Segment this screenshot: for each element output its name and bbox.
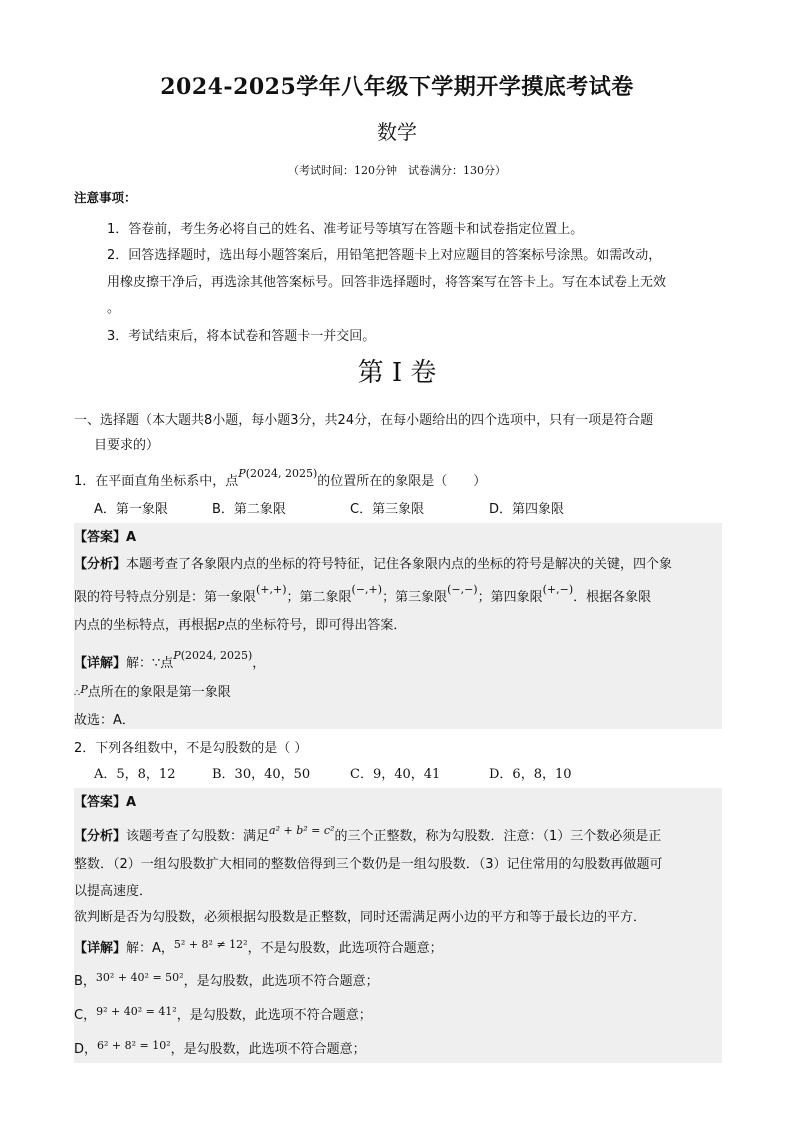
q2-detail-c: C，$^{9^2 + 40^2 = 41^2}$，是勾股数，此选项不符合题意； (74, 1005, 372, 1023)
notice-title: 注意事项： (74, 190, 137, 205)
point-label: P (238, 467, 246, 480)
q2-detail-d: D，$^{6^2 + 8^2 = 10^2}$，是勾股数，此选项不符合题意； (74, 1039, 366, 1057)
section-title: 一、选择题（本大题共8小题，每小题3分，共24分，在每小题给出的四个选项中，只有一项是符合题 (74, 413, 654, 428)
q2-detail-b: B，$^{30^2 + 40^2 = 50^2}$，是勾股数，此选项不符合题意； (74, 971, 379, 989)
question-1-options (94, 498, 654, 516)
q2-detail-a: 【详解】解：A，$^{5^2 + 8^2 \ne 12^2}$，不是勾股数，此选项符合题意； (74, 938, 443, 956)
q2-analysis-line-4: 欲判断是否为勾股数，必须根据勾股数是正整数，同时还需满足两小边的平方和等于最长边的平方． (74, 910, 647, 925)
pythagorean-equation: a² + b² = c² (269, 824, 335, 837)
q1-analysis-line-1: 【分析】本题考查了各象限内点的坐标的符号特征，记住各象限内点的坐标的符号是解决的关键，四个象 (74, 557, 673, 572)
q2-analysis-line-2: 整数．（2）一组勾股数扩大相同的整数倍得到三个数仍是一组勾股数．（3）记住常用的勾股数再做题可 (74, 857, 663, 872)
volume-heading: 第 I 卷 (357, 358, 437, 388)
q1-detail-line-3: 故选：A． (74, 713, 135, 728)
q2-option-c[interactable]: C．9，40，41 (350, 767, 441, 782)
q1-detail-line-2: ∴$^P$点所在的象限是第一象限 (74, 683, 231, 700)
notice-item-1: 1．答卷前，考生务必将自己的姓名、准考证号等填写在答题卡和试卷指定位置上。 (107, 222, 584, 237)
point-coords: (2024, 2025) (245, 467, 318, 480)
notice-item-3: 3．考试结束后，将本试卷和答题卡一并交回。 (107, 329, 376, 344)
q2-answer: 【答案】A (74, 795, 137, 810)
q1-analysis-line-2: 限的符号特点分别是：第一象限(+,+)；第二象限(−,+)；第三象限(−,−)；第四象限(+,−)．根据各象限 (74, 583, 652, 605)
notice-item-2-cont: 用橡皮擦干净后，再选涂其他答案标号。回答非选择题时，将答案写在答卡上。写在本试卷上无效 (107, 275, 667, 290)
q2-analysis-line-1: 【分析】该题考查了勾股数：满足$^{a^2 + b^2 = c^2}$的三个正整数，称为勾股数．注意：（1）三个数必须是正 (74, 824, 662, 844)
q1-option-d[interactable]: D．第四象限 (489, 502, 565, 517)
q1-option-b[interactable]: B．第二象限 (212, 502, 286, 517)
subject-heading: 数学 (377, 120, 417, 144)
q1-detail-line-1: 【详解】解：∵点$^{P(2024, 2025)}$， (74, 649, 266, 671)
q2-option-a[interactable]: A．5，8，12 (94, 767, 176, 782)
q2-option-d[interactable]: D．6，8，10 (489, 767, 572, 782)
exam-info: （考试时间：120分钟 试卷满分：130分） (288, 164, 506, 177)
q1-analysis-line-3: 内点的坐标特点，再根据P点的坐标符号，即可得出答案． (74, 618, 407, 633)
q1-answer: 【答案】A (74, 530, 137, 545)
q1-option-c[interactable]: C．第三象限 (350, 502, 425, 517)
section-title-cont: 目要求的） (94, 438, 160, 453)
q2-option-b[interactable]: B．30，40，50 (212, 767, 311, 782)
question-1-stem: 1．在平面直角坐标系中，点$^{P(2024, 2025)}$的位置所在的象限是（ ） (74, 467, 487, 489)
question-2-stem: 2．下列各组数中，不是勾股数的是（ ） (74, 741, 308, 756)
question-2-options (94, 763, 654, 781)
notice-item-2-end: 。 (107, 301, 121, 316)
q1-option-a[interactable]: A．第一象限 (94, 502, 168, 517)
exam-title: 2024-2025学年八年级下学期开学摸底考试卷 (160, 74, 634, 100)
notice-item-2: 2．回答选择题时，选出每小题答案后，用铅笔把答题卡上对应题目的答案标号涂黑。如需改动， (107, 248, 662, 263)
q2-analysis-line-3: 以提高速度． (74, 884, 153, 899)
